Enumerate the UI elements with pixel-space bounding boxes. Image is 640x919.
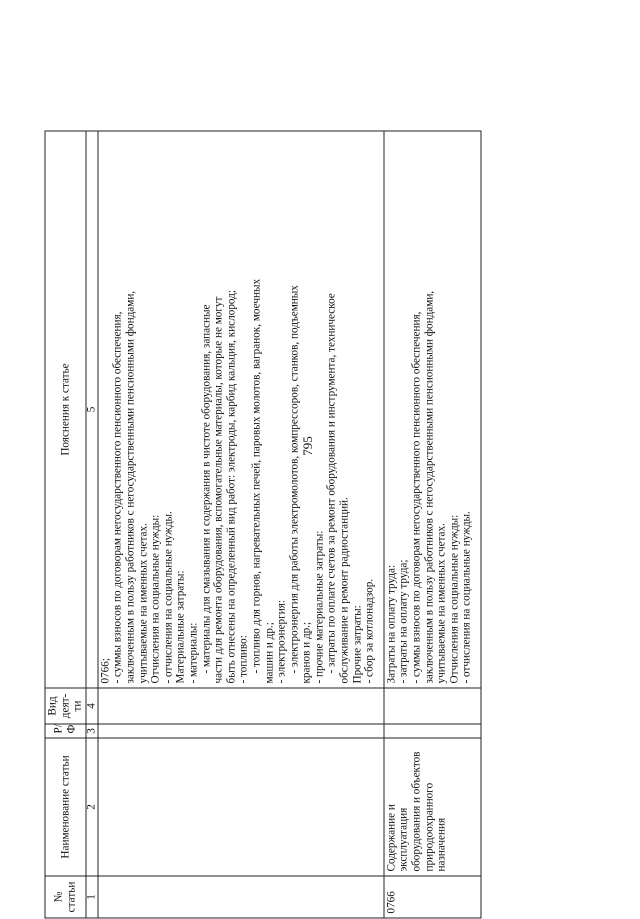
explanation-line: заключенным в пользу работников с негосударственными пенсионными фондами, [124, 290, 137, 684]
article-name-cell [98, 738, 384, 876]
explanation-line: учитываемые на именных счетах. [435, 523, 448, 684]
article-code-cell [98, 876, 384, 918]
document-sheet [45, 131, 482, 919]
explanation-line: Отчисления на социальные нужды: [149, 514, 162, 684]
article-name-cell: Содержание и эксплуатация оборудования и объектов природоохранного назначения [384, 738, 481, 876]
table-row [98, 131, 384, 918]
explanation-line: заключенным в пользу работников с негосударственными пенсионными фондами, [423, 290, 436, 684]
explanation-line: - сбор за котлонадзор. [363, 578, 376, 684]
explanation-line: - суммы взносов по договорам негосударственного пенсионного обеспечения, [410, 311, 423, 684]
article-code-cell: 0766 [384, 876, 481, 918]
explanation-line: - отчисления на социальные нужды. [460, 511, 473, 684]
explanation-line: - суммы взносов по договорам негосударственного пенсионного обеспечения, [111, 311, 124, 684]
col-header-explanation: Пояснения к статье [45, 131, 86, 688]
col-header-article-no: № статьи [45, 876, 86, 918]
col-number: 5 [86, 131, 98, 688]
explanation-line: - топливо: [237, 635, 250, 684]
col-number: 4 [86, 688, 98, 724]
column-number-row [86, 131, 98, 918]
header-row [45, 131, 86, 918]
explanation-line: - топливо для горнов, нагревательных печей, паровых молотов, вагранок, моечных [250, 278, 263, 674]
article-table [45, 131, 482, 919]
explanation-line: - отчисления на социальные нужды. [162, 511, 175, 684]
explanation-line: кранов и др.; [300, 621, 313, 684]
explanation-line: быть отнесены на определенный вид работ: электроды, карбид кальция, кислород; [225, 290, 238, 684]
explanation-line: - электроэнергия: [275, 600, 288, 684]
col-number: 2 [86, 738, 98, 876]
explanation-line: - материалы: [187, 622, 200, 684]
activity-cell [384, 688, 481, 724]
rf-cell [384, 724, 481, 738]
explanation-line: - электроэнергия для работы электромолотов, компрессоров, станков, подъемных [288, 285, 301, 674]
explanation-line: обслуживание и ремонт радиостанций. [338, 497, 351, 684]
explanation-line: Прочие затраты: [351, 605, 364, 684]
explanation-line: - затраты по оплате счетов за ремонт оборудования и инструмента, техническое [325, 293, 338, 674]
rf-cell [98, 724, 384, 738]
explanation-cell [384, 131, 481, 688]
explanation-line: - прочие материальные затраты: [313, 530, 326, 684]
col-number: 3 [86, 724, 98, 738]
activity-cell [98, 688, 384, 724]
col-header-activity-type: Вид деят-ти [45, 688, 86, 724]
explanation-line: - затраты на оплату труда; [397, 559, 410, 684]
explanation-line: учитываемые на именных счетах. [137, 523, 150, 684]
col-header-rf: Р/ Ф [45, 724, 86, 738]
explanation-line: Отчисления на социальные нужды: [448, 514, 461, 684]
explanation-line: Затраты на оплату труда: [385, 564, 398, 684]
explanation-cell [98, 131, 384, 688]
explanation-line: Материальные затраты: [174, 570, 187, 684]
explanation-line: - материалы для смазывания и содержания в чистоте оборудования, запасные [200, 304, 213, 674]
table-row [384, 131, 481, 918]
page-number: 795 [300, 436, 315, 456]
col-number: 1 [86, 876, 98, 918]
explanation-line: части для ремонта оборудования, вспомогательные материалы, которые не могут [212, 296, 225, 684]
explanation-line: машин и др.; [263, 622, 275, 684]
explanation-line: 0766; [99, 658, 112, 684]
col-header-article-name: Наименование статьи [45, 738, 86, 876]
